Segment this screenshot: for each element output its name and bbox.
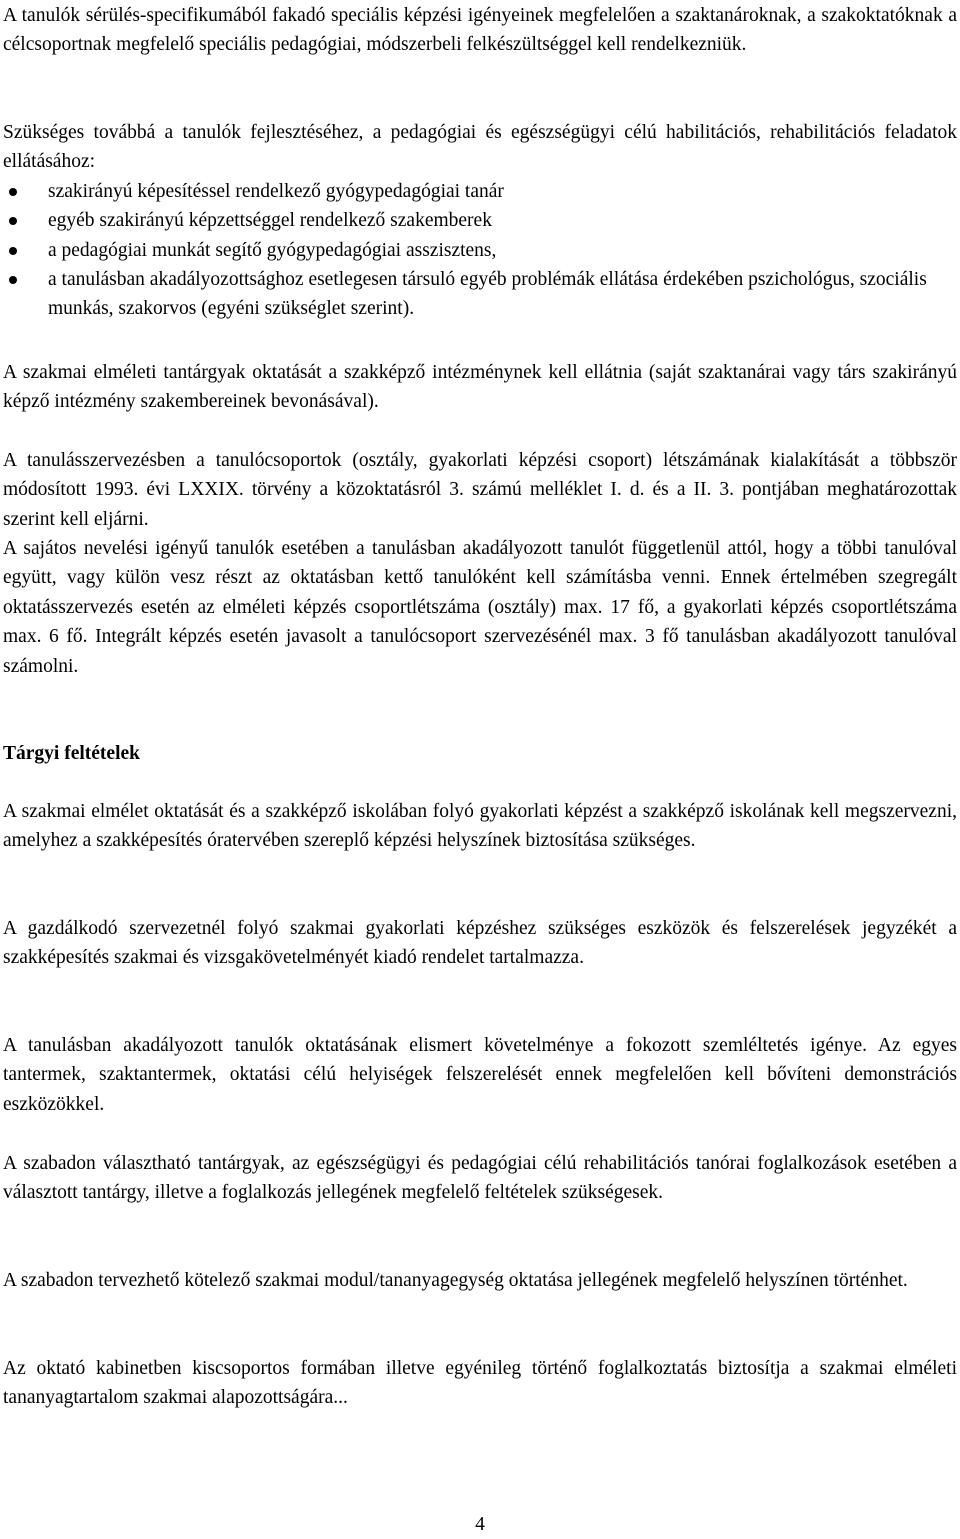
paragraph-text: A szakmai elméleti tantárgyak oktatását a szakképző intézménynek kell ellátnia (saját szaktanárai vagy társ szakirányú képző intézmény szakembereinek bevonásával).: [3, 362, 957, 413]
paragraph-group-organization: [3, 446, 957, 534]
bullet-item: a pedagógiai munkát segítő gyógypedagógiai asszisztens,: [3, 236, 957, 265]
bullet-item: szakirányú képesítéssel rendelkező gyógypedagógiai tanár: [3, 177, 957, 206]
paragraph-special-needs-teachers: [3, 1, 957, 60]
paragraph-text: A sajátos nevelési igényű tanulók esetében a tanulásban akadályozott tanulót függetlenül attól, hogy a többi tanulóval együtt, vagy külön vesz részt az oktatásban kettő tanulóként kell számításba venni. Ennek értelmében szegregált oktatásszervezés esetén az elméleti képzés csoportlétszáma (osztály) max. 17 fő, a gyakorlati képzés csoportlétszáma max. 6 fő. Integrált képzés esetén javasolt a tanulócsoport szervezésénél max. 3 fő tanulásban akadályozott tanulóval számolni.: [3, 538, 957, 677]
paragraph-cabinet-training: [3, 1354, 957, 1413]
paragraph-elective-subjects: [3, 1149, 957, 1208]
paragraph-text: A szabadon tervezhető kötelező szakmai modul/tananyagegység oktatása jellegének megfelelő helyszínen történhet.: [3, 1270, 908, 1291]
page-number: 4: [475, 1514, 485, 1535]
paragraph-required-staff: [3, 118, 957, 324]
paragraph-text: A gazdálkodó szervezetnél folyó szakmai gyakorlati képzéshez szükséges eszközök és felszerelések jegyzékét a szakképesítés szakmai és vizsgakövetelményét kiadó rendelet tartalmazza.: [3, 918, 957, 969]
paragraph-optional-module: [3, 1266, 957, 1295]
paragraph-equipment-list: [3, 914, 957, 973]
section-heading-material-conditions: [3, 739, 957, 768]
paragraph-text: A szakmai elmélet oktatását és a szakképző iskolában folyó gyakorlati képzést a szakképző iskolának kell megszervezni, amelyhez a szakképesítés óratervében szereplő képzési helyszínek biztosítása szükséges.: [3, 801, 957, 852]
paragraph-text: A tanulásban akadályozott tanulók oktatásának elismert követelménye a fokozott szemléltetés igénye. Az egyes tantermek, szaktantermek, oktatási célú helyiségek felszerelését ennek megfelelően kell bővíteni demonstrációs eszközökkel.: [3, 1035, 957, 1115]
paragraph-intro: Szükséges továbbá a tanulók fejlesztéséhez, a pedagógiai és egészségügyi célú habilitációs, rehabilitációs feladatok ellátásához:: [3, 122, 957, 173]
paragraph-theory-practice-location: [3, 797, 957, 856]
paragraph-text: Az oktató kabinetben kiscsoportos formában illetve egyénileg történő foglalkoztatás biztosítja a szakmai elméleti tananyagtartalom szakmai alapozottságára...: [3, 1358, 957, 1409]
paragraph-text: A tanulók sérülés-specifikumából fakadó speciális képzési igényeinek megfelelően a szaktanároknak, a szakoktatóknak a célcsoportnak megfelelő speciális pedagógiai, módszerbeli felkészültséggel kell rendelkezniük.: [3, 5, 957, 56]
paragraph-text: A tanulásszervezésben a tanulócsoportok (osztály, gyakorlati képzési csoport) létszámának kialakítását a többször módosított 1993. évi LXXIX. törvény a közoktatásról 3. számú melléklet I. d. és a II. 3. pontjában meghatározottak szerint kell eljárni.: [3, 450, 957, 530]
staff-bullet-list: [3, 177, 957, 324]
paragraph-text: A szabadon választható tantárgyak, az egészségügyi és pedagógiai célú rehabilitációs tanórai foglalkozások esetében a választott tantárgy, illetve a foglalkozás jellegének megfelelő feltételek szükségesek.: [3, 1153, 957, 1204]
paragraph-demonstration-tools: [3, 1031, 957, 1119]
section-heading: Tárgyi feltételek: [3, 743, 140, 764]
paragraph-group-size: [3, 534, 957, 681]
paragraph-theory-subjects: [3, 358, 957, 417]
bullet-item: a tanulásban akadályozottsághoz esetlegesen társuló egyéb problémák ellátása érdekében pszichológus, szociális munkás, szakorvos (egyéni szükséglet szerint).: [3, 265, 957, 324]
bullet-item: egyéb szakirányú képzettséggel rendelkező szakemberek: [3, 206, 957, 235]
